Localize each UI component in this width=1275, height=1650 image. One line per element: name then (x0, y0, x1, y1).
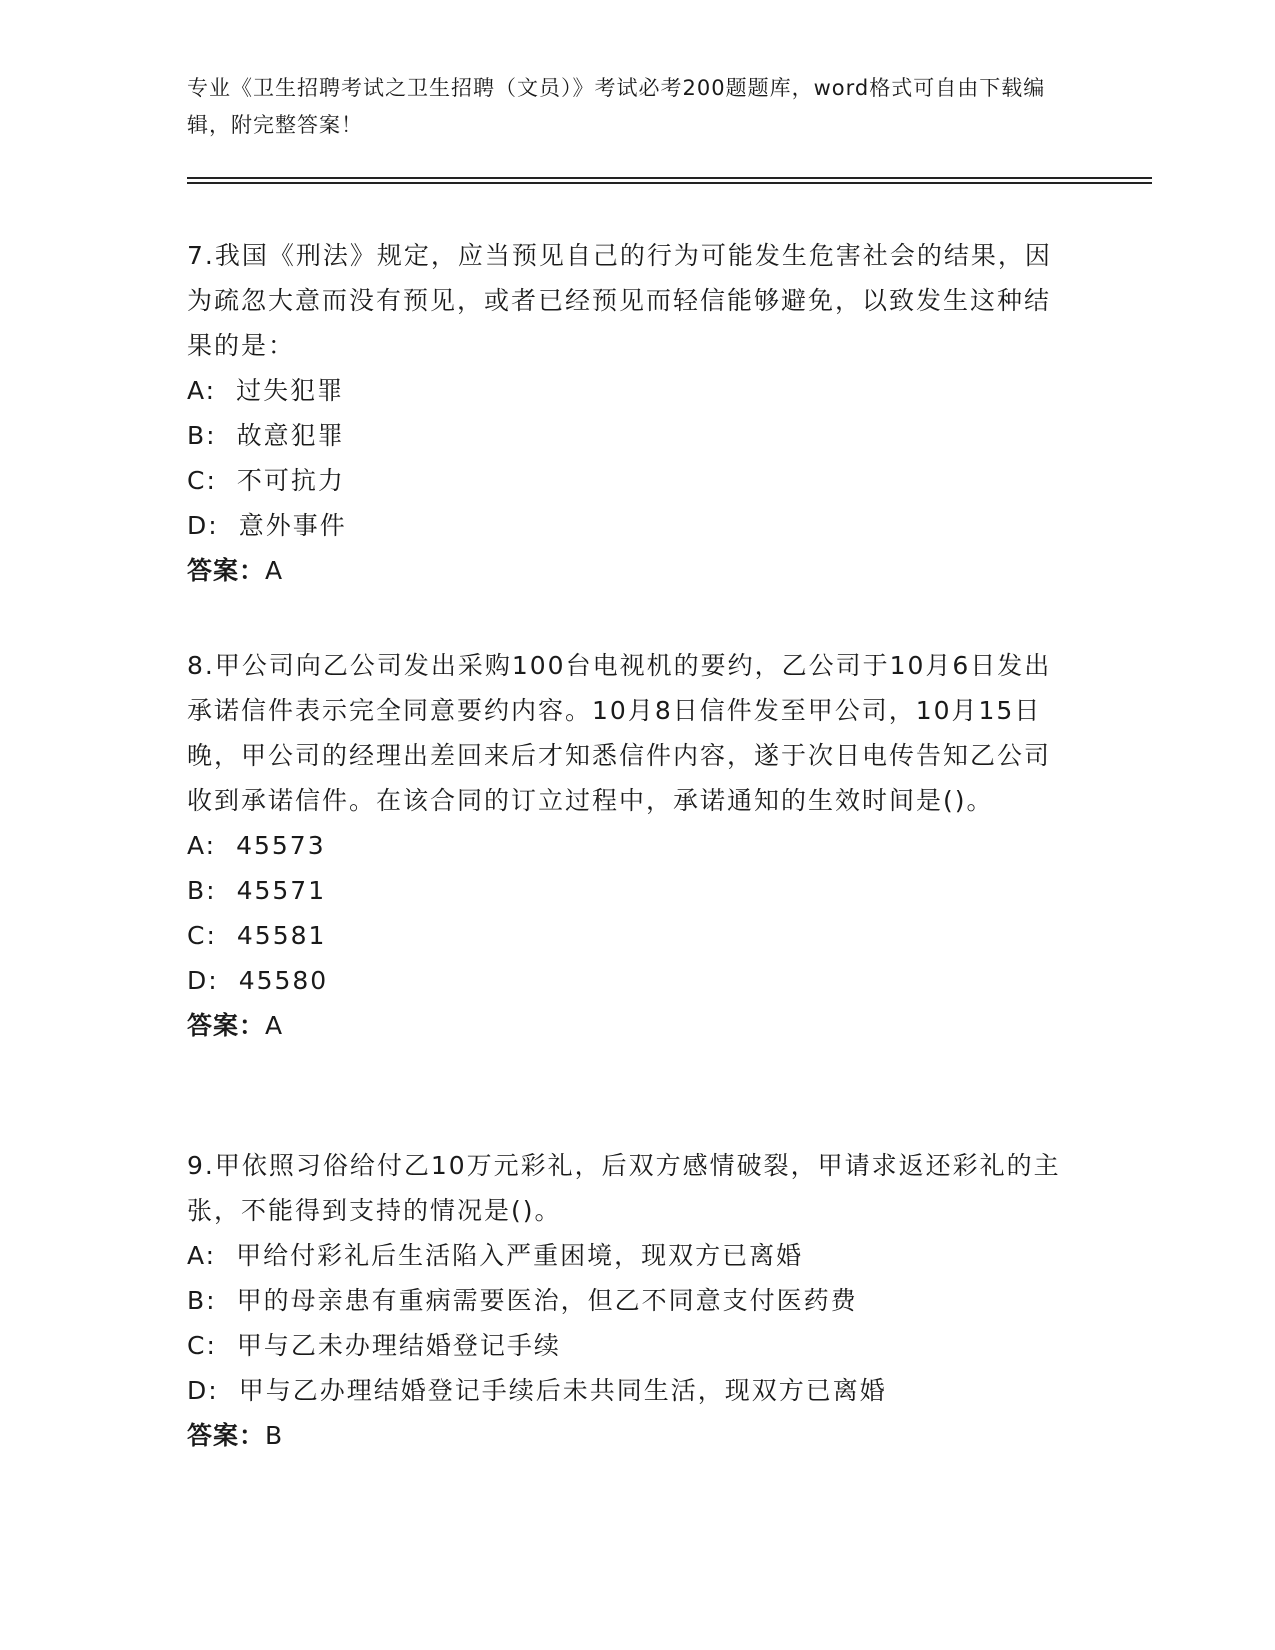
answer-label: 答案： (187, 1011, 266, 1040)
answer-value: A (265, 1011, 284, 1040)
option-key: D: (187, 511, 219, 540)
option-a (187, 368, 1067, 413)
answer-line (187, 1413, 1067, 1458)
question-8 (187, 643, 1067, 1048)
question-stem: 9.甲依照习俗给付乙10万元彩礼，后双方感情破裂，甲请求返还彩礼的主张，不能得到支持的情况是()。 (187, 1151, 1061, 1225)
answer-label: 答案： (187, 1421, 266, 1450)
option-text: 45571 (236, 876, 327, 905)
question-9 (187, 1143, 1067, 1458)
option-b (187, 868, 1067, 913)
option-text: 45573 (236, 831, 326, 860)
option-text: 甲的母亲患有重病需要医治，但乙不同意支付医药费 (236, 1286, 858, 1315)
option-a (187, 1233, 1067, 1278)
option-key: C: (187, 921, 217, 950)
option-key: B: (187, 1286, 217, 1315)
option-text: 45580 (238, 966, 329, 995)
option-c (187, 1323, 1067, 1368)
option-key: D: (187, 1376, 219, 1405)
option-a (187, 823, 1067, 868)
option-text: 意外事件 (238, 511, 347, 540)
option-d (187, 1368, 1067, 1413)
option-key: B: (187, 421, 217, 450)
option-key: C: (187, 1331, 217, 1360)
answer-line (187, 548, 1067, 593)
option-key: A: (187, 831, 217, 860)
option-c (187, 458, 1067, 503)
question-7 (187, 233, 1067, 593)
option-d (187, 503, 1067, 548)
option-key: D: (187, 966, 219, 995)
option-text: 过失犯罪 (236, 376, 345, 405)
question-stem: 8.甲公司向乙公司发出采购100台电视机的要约，乙公司于10月6日发出承诺信件表示完全同意要约内容。10月8日信件发至甲公司，10月15日晚，甲公司的经理出差回来后才知悉信件内容，遂于次日电传告知乙公司收到承诺信件。在该合同的订立过程中，承诺通知的生效时间是()。 (187, 651, 1052, 815)
answer-value: A (265, 556, 284, 585)
option-c (187, 913, 1067, 958)
option-b (187, 413, 1067, 458)
answer-line (187, 1003, 1067, 1048)
option-key: B: (187, 876, 217, 905)
option-text: 甲给付彩礼后生活陷入严重困境，现双方已离婚 (236, 1241, 804, 1270)
option-text: 甲与乙办理结婚登记手续后未共同生活，现双方已离婚 (238, 1376, 887, 1405)
option-key: A: (187, 1241, 217, 1270)
document-header: 专业《卫生招聘考试之卫生招聘（文员）》考试必考200题题库，word格式可自由下载编辑，附完整答案！ (187, 76, 1046, 137)
header-rule-bottom (187, 182, 1152, 184)
option-text: 45581 (236, 921, 327, 950)
option-text: 甲与乙未办理结婚登记手续 (236, 1331, 561, 1360)
option-b (187, 1278, 1067, 1323)
option-key: C: (187, 466, 217, 495)
option-text: 故意犯罪 (236, 421, 345, 450)
option-text: 不可抗力 (236, 466, 345, 495)
option-d (187, 958, 1067, 1003)
answer-value: B (265, 1421, 284, 1450)
header-rule-top (187, 177, 1152, 179)
answer-label: 答案： (187, 556, 266, 585)
option-key: A: (187, 376, 217, 405)
question-stem: 7.我国《刑法》规定，应当预见自己的行为可能发生危害社会的结果，因为疏忽大意而没有预见，或者已经预见而轻信能够避免，以致发生这种结果的是： (187, 241, 1052, 360)
